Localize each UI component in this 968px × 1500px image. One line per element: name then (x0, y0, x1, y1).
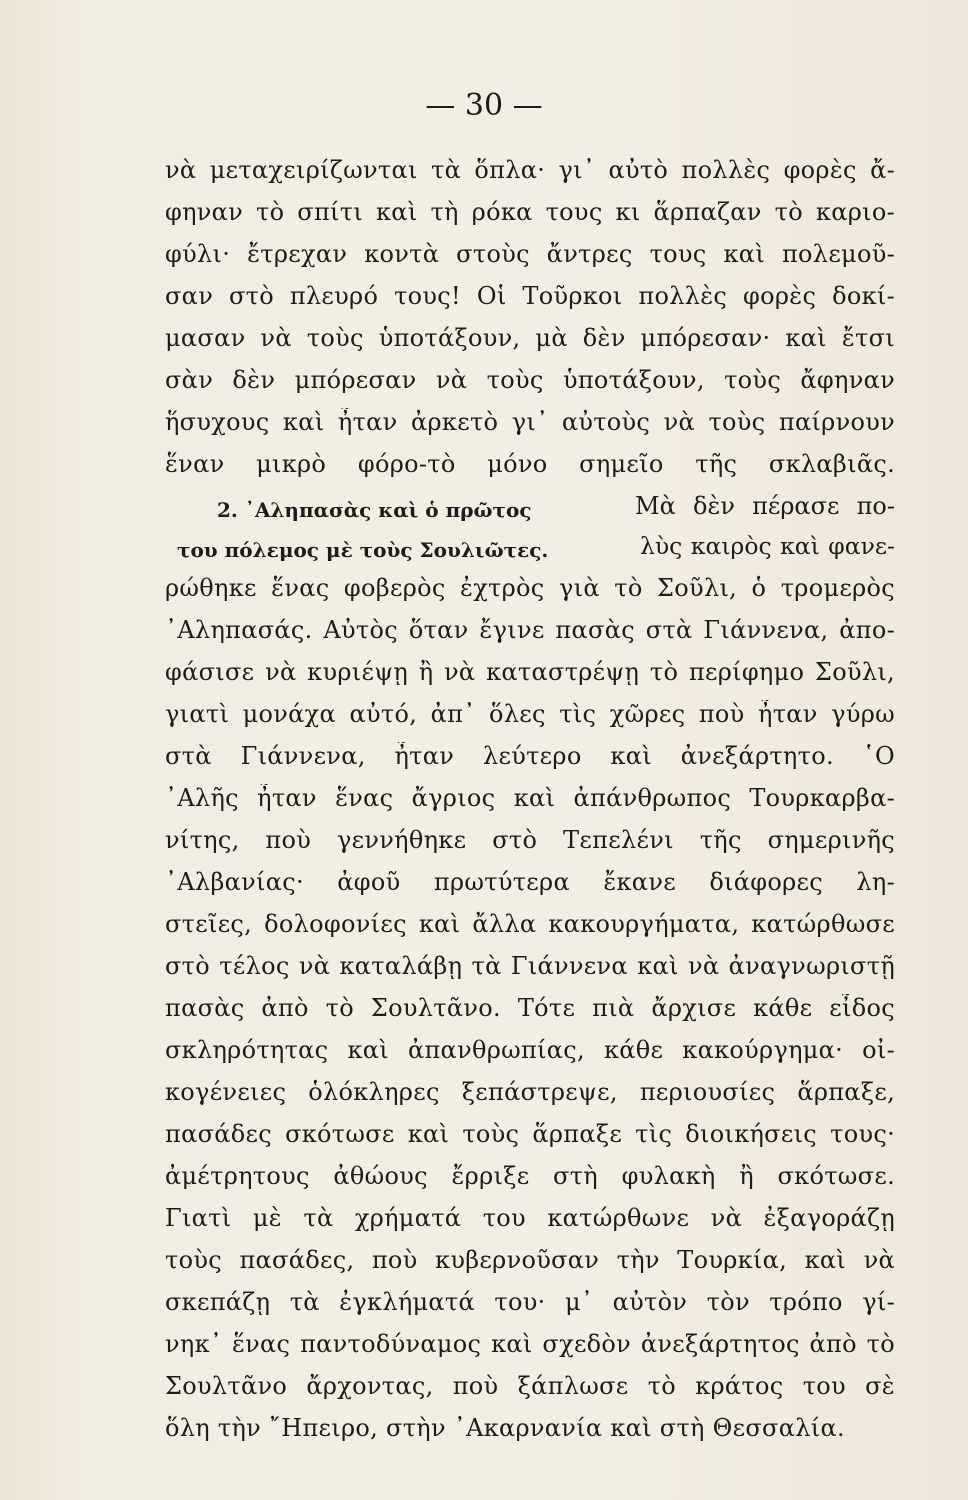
text-line: στεῖες, δολοφονίες καὶ ἄλλα κακουργήματα, κατώρθωσε (165, 910, 895, 938)
text-line: κογένειες ὁλόκληρες ξεπάστρεψε, περιουσίες ἅρπαξε, (165, 1078, 895, 1106)
text-line: νὰ μεταχειρίζωνται τὰ ὅπλα· γι᾽ αὐτὸ πολλὲς φορὲς ἄ- (165, 156, 895, 184)
page-number: — 30 — (425, 88, 543, 123)
side-text-line: Μὰ δὲν πέρασε πο- (635, 492, 895, 520)
text-line: νίτης, ποὺ γεννήθηκε στὸ Τεπελένι τῆς σημερινῆς (165, 826, 895, 854)
text-line: ᾽Αλῆς ἦταν ἕνας ἄγριος καὶ ἀπάνθρωπος Τουρκαρβα- (165, 784, 895, 812)
text-line: στὸ τέλος νὰ καταλάβῃ τὰ Γιάννενα καὶ νὰ ἀναγνωριστῇ (165, 952, 895, 980)
text-line: στὰ Γιάννενα, ἦταν λεύτερο καὶ ἀνεξάρτητο. ῾Ο (165, 742, 895, 770)
text-line: ρώθηκε ἕνας φοβερὸς ἐχτρὸς γιὰ τὸ Σοῦλι, ὁ τρομερὸς (165, 574, 895, 602)
text-line: πασάδες σκότωσε καὶ τοὺς ἅρπαξε τὶς διοικήσεις τους· (165, 1120, 895, 1148)
text-line: ᾽Αλβανίας· ἀφοῦ πρωτύτερα ἔκανε διάφορες λη- (165, 868, 895, 896)
text-line: σαν στὸ πλευρό τους! Οἱ Τοῦρκοι πολλὲς φορὲς δοκί- (165, 282, 895, 310)
text-line: σὰν δὲν μπόρεσαν νὰ τοὺς ὑποτάξουν, τοὺς ἄφηναν (165, 366, 895, 394)
section-title-prefix: του (177, 538, 218, 562)
text-line: φάσισε νὰ κυριέψῃ ἢ νὰ καταστρέψῃ τὸ περίφημο Σοῦλι, (165, 658, 895, 686)
text-line: πασὰς ἀπὸ τὸ Σουλτᾶνο. Τότε πιὰ ἄρχισε κάθε εἶδος (165, 994, 895, 1022)
section-heading-line-2 (177, 538, 548, 562)
text-line: ἥσυχους καὶ ἦταν ἀρκετὸ γι᾽ αὐτοὺς νὰ τοὺς παίρνουν (165, 408, 895, 436)
text-line: ἕναν μικρὸ φόρο-τὸ μόνο σημεῖο τῆς σκλαβιᾶς. (165, 450, 895, 478)
text-line: τοὺς πασάδες, ποὺ κυβερνοῦσαν τὴν Τουρκία, καὶ νὰ (165, 1246, 895, 1274)
section-title-part-2: πόλεμος μὲ τοὺς Σουλιῶτες. (224, 538, 549, 562)
text-line: γιατὶ μονάχα αὐτό, ἀπ᾽ ὅλες τὶς χῶρες ποὺ ἦταν γύρω (165, 700, 895, 728)
text-line: σκεπάζῃ τὰ ἐγκλήματά του· μ᾽ αὐτὸν τὸν τρόπο γί- (165, 1288, 895, 1316)
text-line: ἀμέτρητους ἀθώους ἔρριξε στὴ φυλακὴ ἢ σκότωσε. (165, 1162, 895, 1190)
text-line: Σουλτᾶνο ἄρχοντας, ποὺ ξάπλωσε τὸ κράτος του σὲ (165, 1372, 895, 1400)
text-line: μασαν νὰ τοὺς ὑποτάξουν, μὰ δὲν μπόρεσαν· καὶ ἔτσι (165, 324, 895, 352)
section-title-part-1: ᾽Αληπασὰς καὶ ὁ πρῶτος (244, 498, 532, 522)
text-line: Γιατὶ μὲ τὰ χρήματά του κατώρθωνε νὰ ἐξαγοράζῃ (165, 1204, 895, 1232)
text-line: σκληρότητας καὶ ἀπανθρωπίας, κάθε κακούργημα· οἰ- (165, 1036, 895, 1064)
side-text-line: λὺς καιρὸς καὶ φανε- (640, 532, 895, 560)
section-number: 2. (217, 498, 238, 522)
section-heading-line-1 (217, 498, 532, 522)
text-line: νηκ᾽ ἕνας παντοδύναμος καὶ σχεδὸν ἀνεξάρτητος ἀπὸ τὸ (165, 1330, 895, 1358)
text-line: ὅλη τὴν ῎Ηπειρο, στὴν ᾽Ακαρνανία καὶ στὴ Θεσσαλία. (165, 1414, 845, 1442)
text-line: φηναν τὸ σπίτι καὶ τὴ ρόκα τους κι ἅρπαζαν τὸ καριο- (165, 198, 895, 226)
text-line: ᾽Αληπασάς. Αὐτὸς ὅταν ἔγινε πασὰς στὰ Γιάννενα, ἀπο- (165, 616, 895, 644)
text-line: φύλι· ἔτρεχαν κοντὰ στοὺς ἄντρες τους καὶ πολεμοῦ- (165, 240, 895, 268)
